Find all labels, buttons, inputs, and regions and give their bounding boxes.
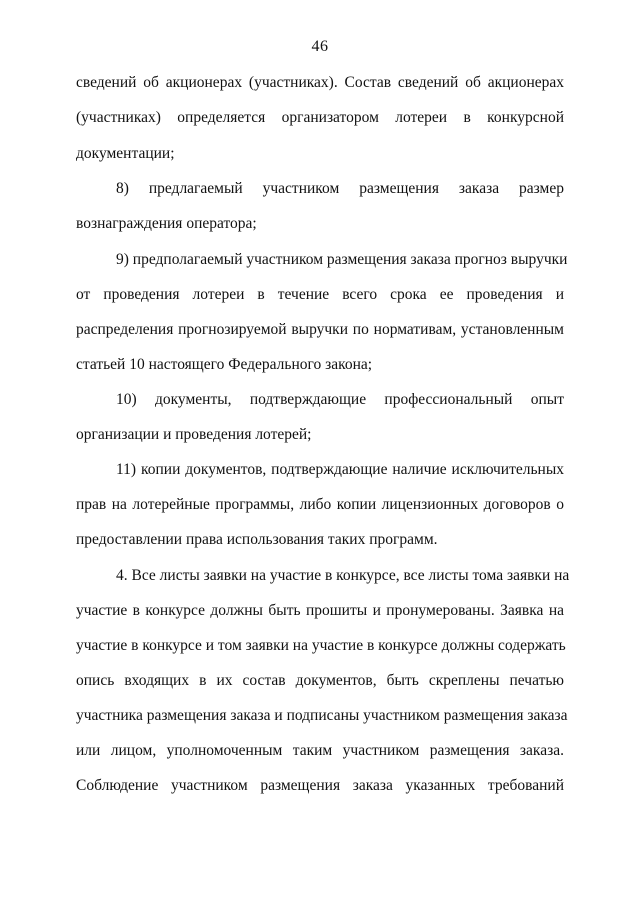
text-line: (участниках) определяется организатором лотереи в конкурсной	[76, 109, 564, 126]
text-line: участие в конкурсе и том заявки на участие в конкурсе должны содержать	[76, 637, 566, 654]
text-line: Соблюдение участником размещения заказа указанных требований	[76, 777, 564, 794]
text-line: 8) предлагаемый участником размещения заказа размер	[116, 180, 564, 197]
text-line: 4. Все листы заявки на участие в конкурсе, все листы тома заявки на	[116, 567, 570, 584]
text-line: предоставлении права использования таких программ.	[76, 531, 438, 548]
text-line: 9) предполагаемый участником размещения заказа прогноз выручки	[116, 251, 568, 268]
text-line: организации и проведения лотерей;	[76, 426, 312, 443]
text-line: статьей 10 настоящего Федерального закона;	[76, 356, 373, 373]
text-line: 10) документы, подтверждающие профессиональный опыт	[116, 391, 564, 408]
text-line: вознаграждения оператора;	[76, 215, 257, 232]
text-line: участника размещения заказа и подписаны участником размещения заказа	[76, 707, 568, 724]
text-line: распределения прогнозируемой выручки по нормативам, установленным	[76, 321, 564, 338]
text-line: 11) копии документов, подтверждающие наличие исключительных	[116, 461, 564, 478]
text-line: участие в конкурсе должны быть прошиты и пронумерованы. Заявка на	[76, 602, 564, 619]
text-line: опись входящих в их состав документов, быть скреплены печатью	[76, 672, 564, 689]
text-line: прав на лотерейные программы, либо копии лицензионных договоров о	[76, 496, 564, 513]
page-number: 46	[311, 38, 329, 55]
text-line: от проведения лотереи в течение всего срока ее проведения и	[76, 286, 564, 303]
text-line: документации;	[76, 145, 175, 162]
text-line: или лицом, уполномоченным таким участником размещения заказа.	[76, 742, 564, 759]
text-line: сведений об акционерах (участниках). Состав сведений об акционерах	[76, 74, 564, 91]
